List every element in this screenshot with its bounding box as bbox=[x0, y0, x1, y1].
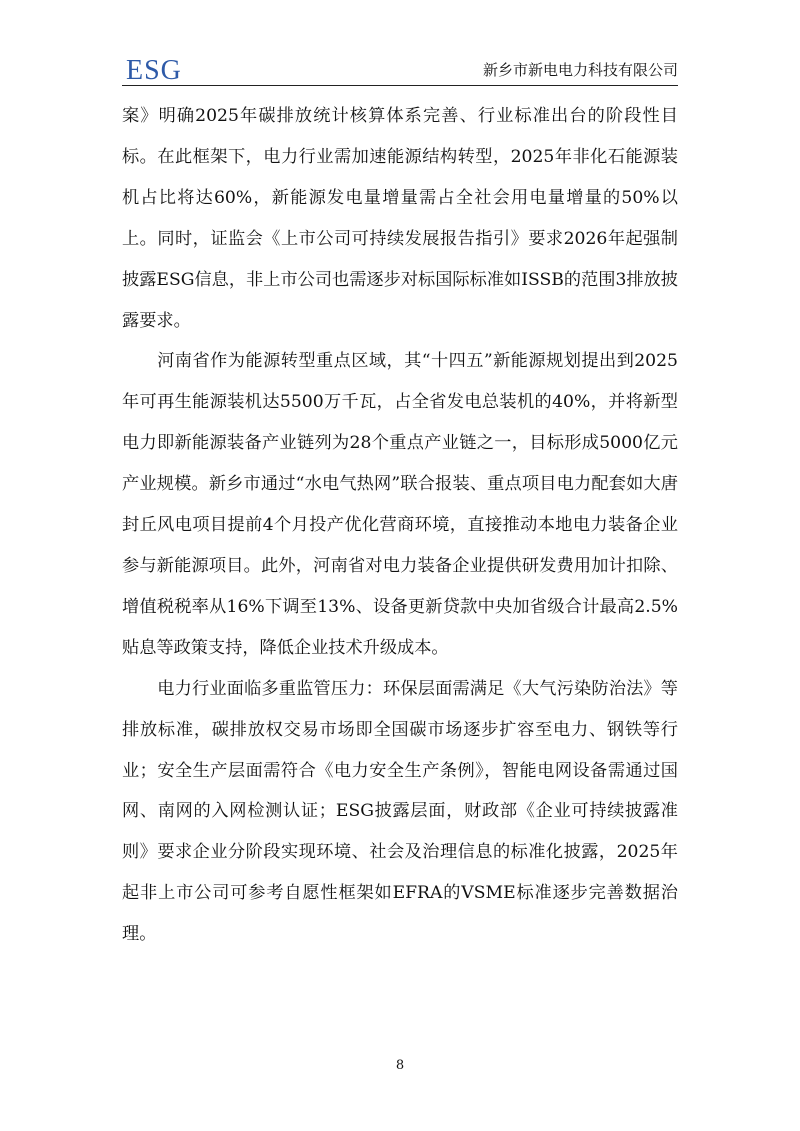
header-divider bbox=[122, 85, 678, 86]
paragraph-3: 电力行业面临多重监管压力：环保层面需满足《大气污染防治法》等排放标准，碳排放权交易市场即全国碳市场逐步扩容至电力、钢铁等行业；安全生产层面需符合《电力安全生产条例》，智能电网设备需通过国网、南网的入网检测认证；ESG披露层面，财政部《企业可持续披露准则》要求企业分阶段实现环境、社会及治理信息的标准化披露，2025年起非上市公司可参考自愿性框架如EFRA的VSME标准逐步完善数据治理。 bbox=[122, 678, 678, 945]
paragraph-2: 河南省作为能源转型重点区域，其“十四五”新能源规划提出到2025年可再生能源装机达5500万千瓦，占全省发电总装机的40%，并将新型电力即新能源装备产业链列为28个重点产业链之一，目标形成5000亿元产业规模。新乡市通过“水电气热网”联合报装、重点项目电力配套如大唐封丘风电项目提前4个月投产优化营商环境，直接推动本地电力装备企业参与新能源项目。此外，河南省对电力装备企业提供研发费用加计扣除、增值税税率从16%下调至13%、设备更新贷款中央加省级合计最高2.5%贴息等政策支持，降低企业技术升级成本。 bbox=[122, 351, 678, 658]
body-content bbox=[122, 96, 678, 955]
paragraph-1: 案》明确2025年碳排放统计核算体系完善、行业标准出台的阶段性目标。在此框架下，电力行业需加速能源结构转型，2025年非化石能源装机占比将达60%，新能源发电量增量需占全社会用电量增量的50%以上。同时，证监会《上市公司可持续发展报告指引》要求2026年起强制披露ESG信息，非上市公司也需逐步对标国际标准如ISSB的范围3排放披露要求。 bbox=[122, 106, 678, 331]
esg-logo: ESG bbox=[126, 55, 182, 86]
company-name: 新乡市新电电力科技有限公司 bbox=[482, 61, 678, 79]
page-number: 8 bbox=[395, 1058, 405, 1073]
page-header bbox=[122, 52, 678, 86]
